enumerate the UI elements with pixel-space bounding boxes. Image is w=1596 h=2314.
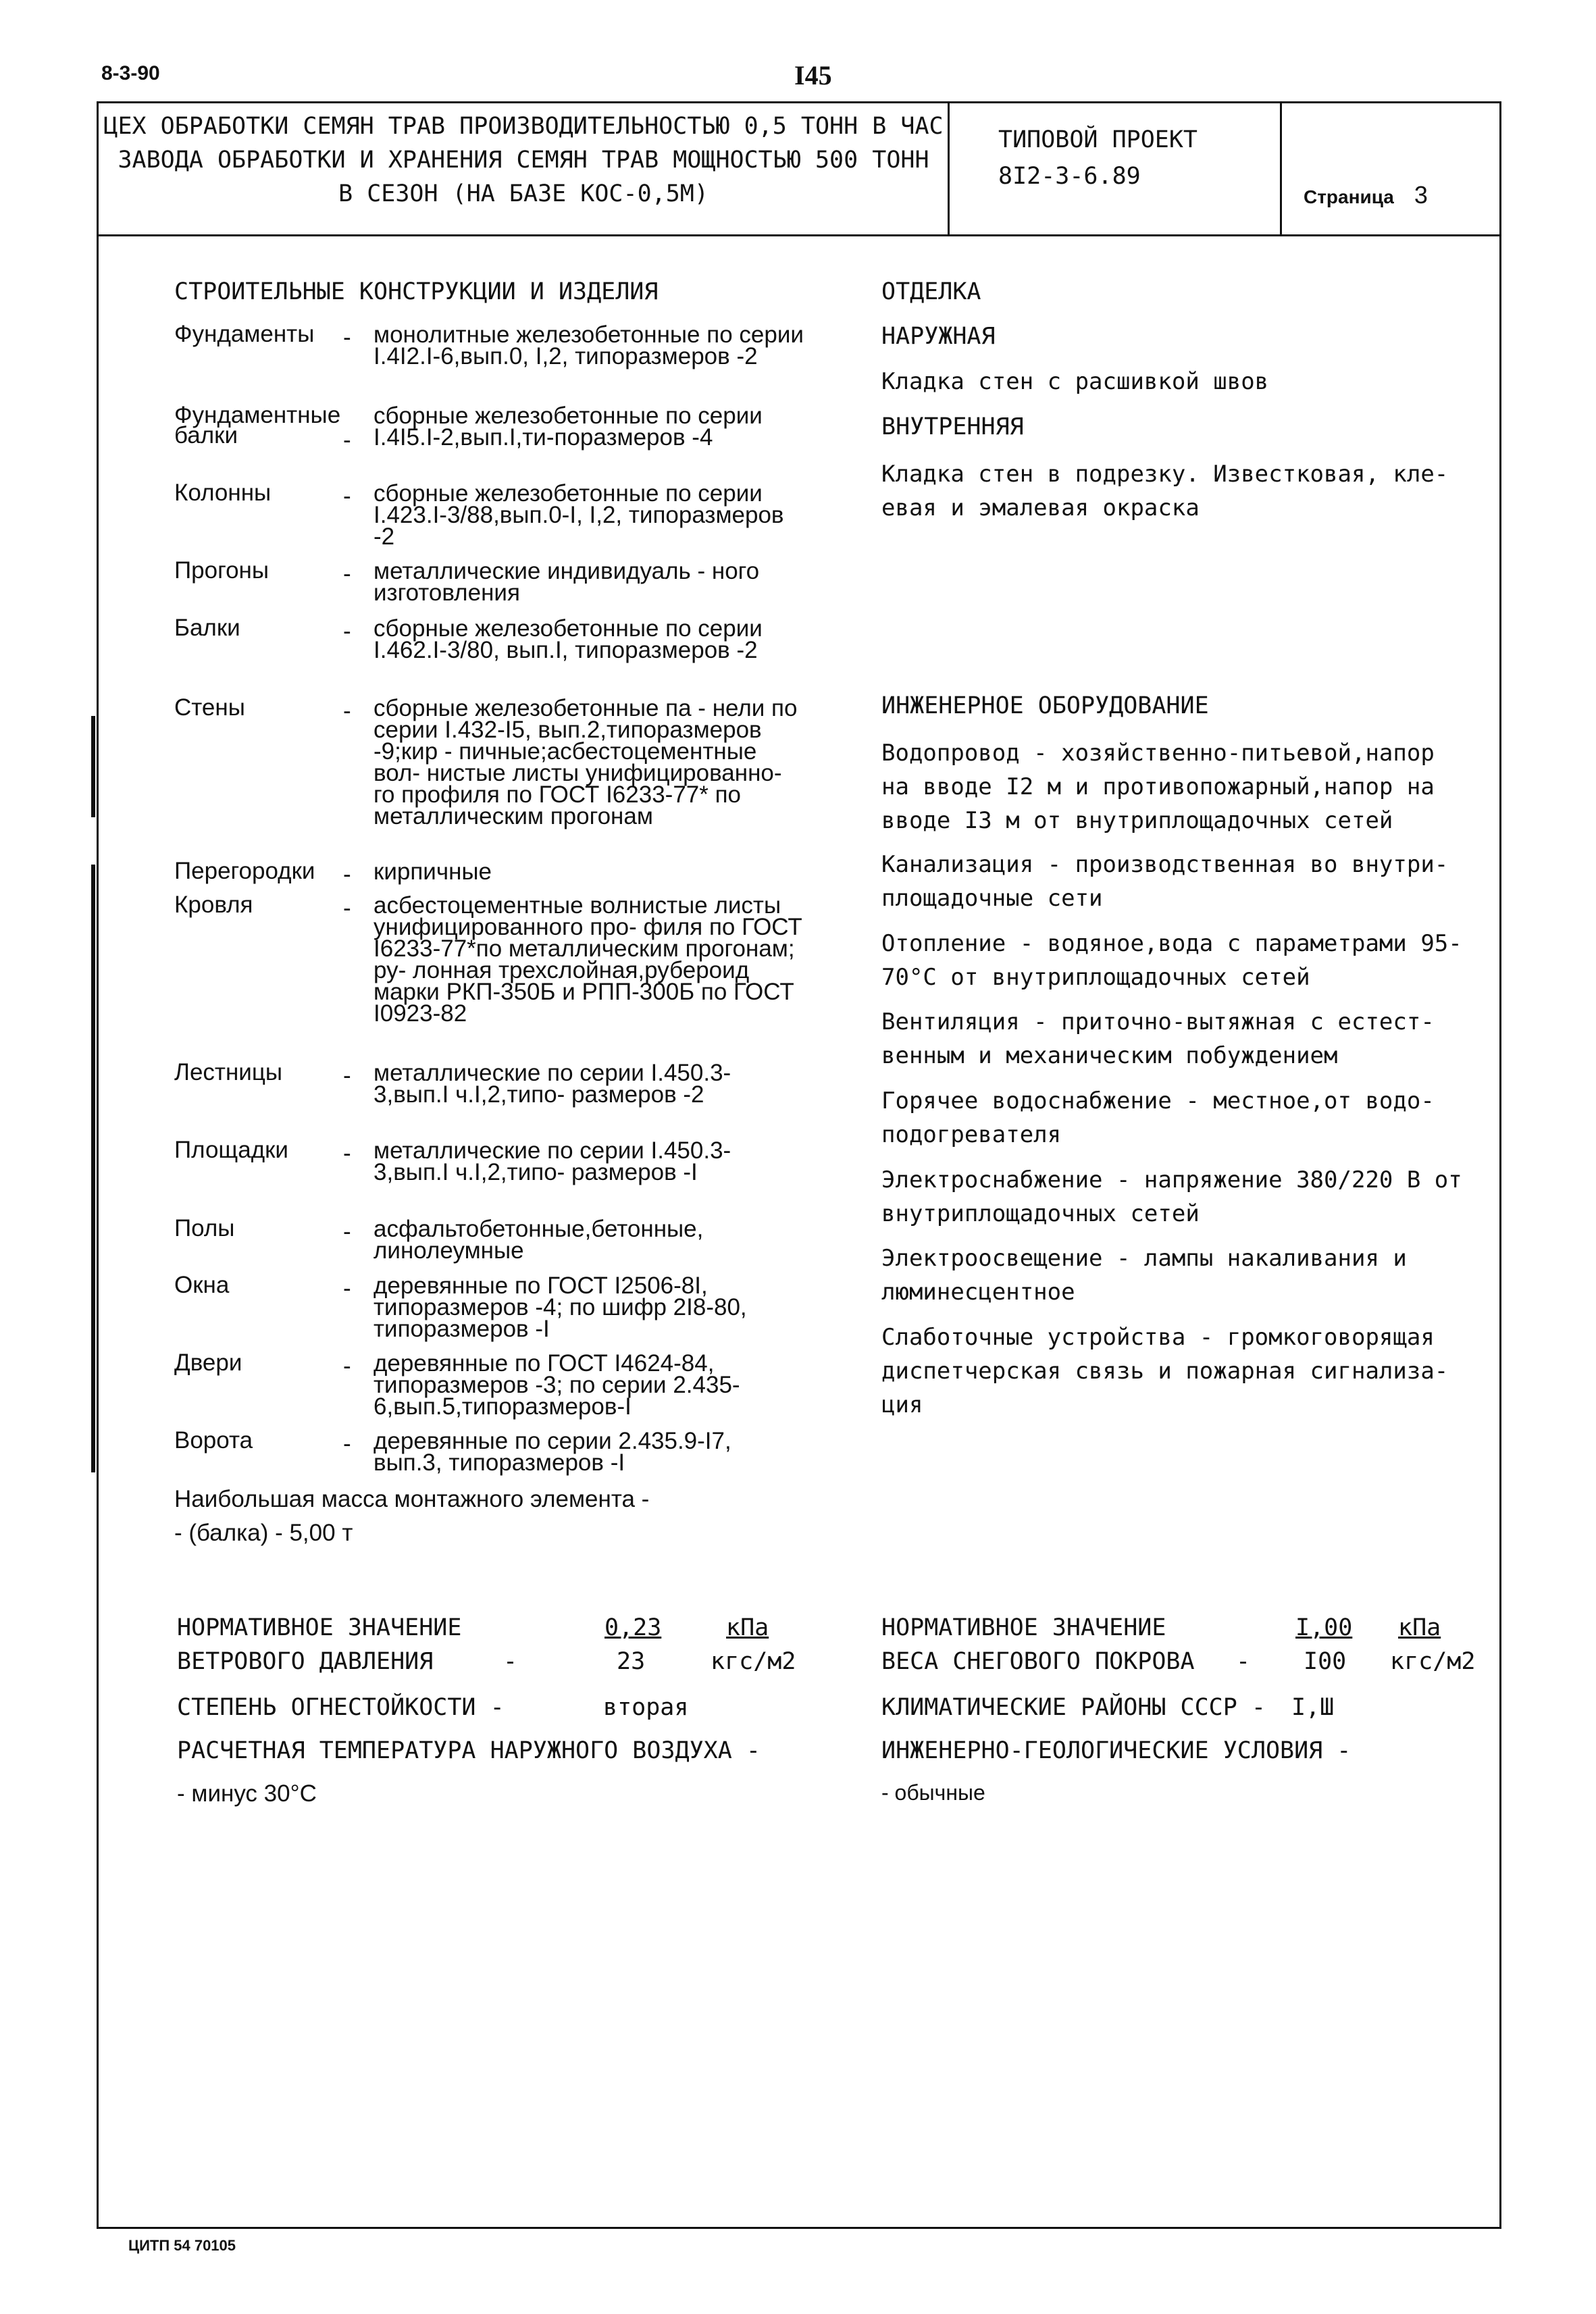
engineering-item: Слаботочные устройства - громкоговорящая диспетчерская связь и пожарная сигнализа- ция bbox=[881, 1324, 1449, 1418]
engineering-item: Канализация - производственная во внутри- площадочные сети bbox=[881, 851, 1449, 912]
temperature-label: РАСЧЕТНАЯ ТЕМПЕРАТУРА НАРУЖНОГО ВОЗДУХА - bbox=[177, 1737, 761, 1764]
finishing-inner-text: Кладка стен в подрезку. Известковая, кле- евая и эмалевая окраска bbox=[881, 461, 1449, 521]
climate-value: I,Ш bbox=[1291, 1694, 1335, 1721]
engineering-item: Отопление - водяное,вода с параметрами 95-70°С от внутриплощадочных сетей bbox=[881, 930, 1462, 991]
sheet-page-label: Страница bbox=[1304, 186, 1394, 207]
construction-label: Стены bbox=[174, 694, 245, 721]
construction-label: Площадки bbox=[174, 1137, 288, 1163]
engineering-heading: ИНЖЕНЕРНОЕ ОБОРУДОВАНИЕ bbox=[881, 692, 1209, 719]
title-divider bbox=[948, 101, 950, 234]
max-mass-line: Наибольшая масса монтажного элемента - bbox=[174, 1486, 650, 1512]
construction-value: деревянные по ГОСТ I4624-84, типоразмеров -3; по серии 2.435-6,вып.5,типоразмеров-I bbox=[374, 1350, 740, 1420]
construction-value: асбестоцементные волнистые листы унифицированного про- филя по ГОСТ I6233-77*по металлическим прогонам; ру- лонная трехслойная,рубероид марки РКП-350Б и РПП-300Б по ГОСТ I0923-82 bbox=[374, 892, 802, 1027]
construction-dash: - bbox=[343, 483, 351, 509]
engineering-item: Водопровод - хозяйственно-питьевой,напор на вводе I2 м и противопожарный,напор на вводе I3 м от внутриплощадочных сетей bbox=[881, 740, 1435, 834]
construction-value: металлические по серии I.450.3-3,вып.I ч.I,2,типо- размеров -I bbox=[374, 1137, 731, 1185]
geology-label: ИНЖЕНЕРНО-ГЕОЛОГИЧЕСКИЕ УСЛОВИЯ - bbox=[881, 1737, 1352, 1764]
document-title: ЦЕХ ОБРАБОТКИ СЕМЯН ТРАВ ПРОИЗВОДИТЕЛЬНОСТЬЮ 0,5 ТОНН В ЧАС ЗАВОДА ОБРАБОТКИ И ХРАНЕНИЯ СЕМЯН ТРАВ МОЩНОСТЬЮ 500 ТОНН В СЕЗОН (НА БАЗЕ КОС-0,5М) bbox=[103, 113, 944, 207]
construction-dash: - bbox=[343, 1431, 351, 1457]
construction-dash: - bbox=[343, 427, 351, 453]
construction-label: Перегородки bbox=[174, 858, 315, 884]
construction-dash: - bbox=[343, 1275, 351, 1302]
construction-dash: - bbox=[343, 561, 351, 587]
construction-label: Ворота bbox=[174, 1427, 253, 1454]
fire-resistance-label: СТЕПЕНЬ ОГНЕСТОЙКОСТИ - bbox=[177, 1694, 505, 1721]
construction-value: сборные железобетонные по серии I.4I5.I-2,вып.I,ти-поразмеров -4 bbox=[374, 403, 763, 451]
construction-dash: - bbox=[343, 895, 351, 921]
engineering-item: Вентиляция - приточно-вытяжная с естест- венным и механическим побуждением bbox=[881, 1008, 1435, 1069]
finishing-inner-heading: ВНУТРЕННЯЯ bbox=[881, 413, 1024, 440]
construction-label: Окна bbox=[174, 1272, 230, 1298]
geology-value: - обычные bbox=[881, 1780, 985, 1805]
snow-kgs-value: I00 bbox=[1304, 1648, 1347, 1675]
snow-kgs-unit: кгс/м2 bbox=[1390, 1648, 1476, 1675]
project-info bbox=[998, 122, 1198, 195]
print-stamp: ЦИТП 54 70105 bbox=[128, 2237, 236, 2254]
construction-label: Лестницы bbox=[174, 1059, 283, 1085]
construction-dash: - bbox=[343, 324, 351, 351]
project-label: ТИПОВОЙ ПРОЕКТ bbox=[998, 126, 1198, 153]
wind-kgs-value: 23 bbox=[617, 1648, 646, 1675]
construction-value: деревянные по ГОСТ I2506-8I, типоразмеров -4; по шифр 2I8-80, типоразмеров -I bbox=[374, 1272, 747, 1342]
construction-dash: - bbox=[343, 618, 351, 644]
wind-kpa-unit: кПа bbox=[726, 1614, 769, 1641]
construction-dash: - bbox=[343, 698, 351, 724]
construction-value: сборные железобетонные па - нели по серии I.432-I5, вып.2,типоразмеров -9;кир - пичные;асбестоцементные вол- нистые листы унифицированно- го профиля по ГОСТ I6233-77* по металлическим прогонам bbox=[374, 695, 798, 829]
page-number: I45 bbox=[794, 60, 832, 91]
construction-dash: - bbox=[343, 1140, 351, 1166]
construction-label: Прогоны bbox=[174, 557, 269, 584]
snow-label: НОРМАТИВНОЕ ЗНАЧЕНИЕ bbox=[881, 1614, 1166, 1641]
construction-value: деревянные по серии 2.435.9-I7, вып.3, типоразмеров -I bbox=[374, 1428, 731, 1476]
engineering-item: Горячее водоснабжение - местное,от водо- подогревателя bbox=[881, 1087, 1435, 1148]
construction-value: сборные железобетонные по серии I.423.I-3/88,вып.0-I, I,2, типоразмеров -2 bbox=[374, 480, 784, 550]
max-mass-value: - (балка) - 5,00 т bbox=[174, 1520, 353, 1546]
snow-label: ВЕСА СНЕГОВОГО ПОКРОВА bbox=[881, 1648, 1195, 1675]
snow-kpa-unit: кПа bbox=[1398, 1614, 1441, 1641]
constructions-heading: СТРОИТЕЛЬНЫЕ КОНСТРУКЦИИ И ИЗДЕЛИЯ bbox=[174, 278, 659, 305]
snow-kpa-value: I,00 bbox=[1295, 1614, 1353, 1641]
construction-value: металлические индивидуаль - ного изготовления bbox=[374, 558, 760, 606]
construction-value: монолитные железобетонные по серии I.4I2.I-6,вып.0, I,2, типоразмеров -2 bbox=[374, 322, 804, 369]
wind-dash: - bbox=[503, 1648, 518, 1675]
construction-dash: - bbox=[343, 1353, 351, 1379]
construction-label: Балки bbox=[174, 615, 240, 641]
finishing-outer-heading: НАРУЖНАЯ bbox=[881, 323, 996, 350]
construction-label: Колонны bbox=[174, 480, 272, 506]
sheet-page-value: 3 bbox=[1414, 181, 1428, 209]
snow-dash: - bbox=[1236, 1648, 1251, 1675]
construction-dash: - bbox=[343, 861, 351, 888]
engineering-item: Электроснабжение - напряжение 380/220 В от внутриплощадочных сетей bbox=[881, 1166, 1462, 1227]
wind-label: НОРМАТИВНОЕ ЗНАЧЕНИЕ bbox=[177, 1614, 462, 1641]
project-number: 8I2-3-6.89 bbox=[998, 163, 1141, 190]
top-code: 8-3-90 bbox=[101, 62, 160, 84]
construction-label: Полы bbox=[174, 1215, 235, 1241]
finishing-heading: ОТДЕЛКА bbox=[881, 278, 981, 305]
engineering-item: Электроосвещение - лампы накаливания и люминесцентное bbox=[881, 1245, 1407, 1306]
construction-value: кирпичные bbox=[374, 858, 492, 885]
title-divider bbox=[1280, 101, 1282, 234]
construction-value: асфальтобетонные,бетонные, линолеумные bbox=[374, 1216, 704, 1264]
climate-label: КЛИМАТИЧЕСКИЕ РАЙОНЫ СССР - bbox=[881, 1694, 1266, 1721]
sheet-page bbox=[1304, 181, 1428, 209]
wind-label: ВЕТРОВОГО ДАВЛЕНИЯ bbox=[177, 1648, 434, 1675]
construction-dash: - bbox=[343, 1062, 351, 1089]
wind-kgs-unit: кгс/м2 bbox=[711, 1648, 796, 1675]
construction-dash: - bbox=[343, 1218, 351, 1245]
construction-label: Двери bbox=[174, 1349, 242, 1376]
construction-value: металлические по серии I.450.3-3,вып.I ч.I,2,типо- размеров -2 bbox=[374, 1060, 731, 1108]
finishing-outer-text: Кладка стен с расшивкой швов bbox=[881, 368, 1269, 395]
wind-kpa-value: 0,23 bbox=[604, 1614, 662, 1641]
construction-label: Кровля bbox=[174, 892, 253, 918]
construction-label: Фундаменты bbox=[174, 321, 315, 347]
fire-resistance-value: вторая bbox=[603, 1694, 689, 1721]
temperature-value: - минус 30°С bbox=[177, 1780, 317, 1807]
construction-value: сборные железобетонные по серии I.462.I-3/80, вып.I, типоразмеров -2 bbox=[374, 615, 763, 663]
construction-label: Фундаментные балки bbox=[174, 402, 341, 448]
scan-mark bbox=[91, 716, 95, 817]
scan-mark bbox=[91, 865, 95, 1472]
